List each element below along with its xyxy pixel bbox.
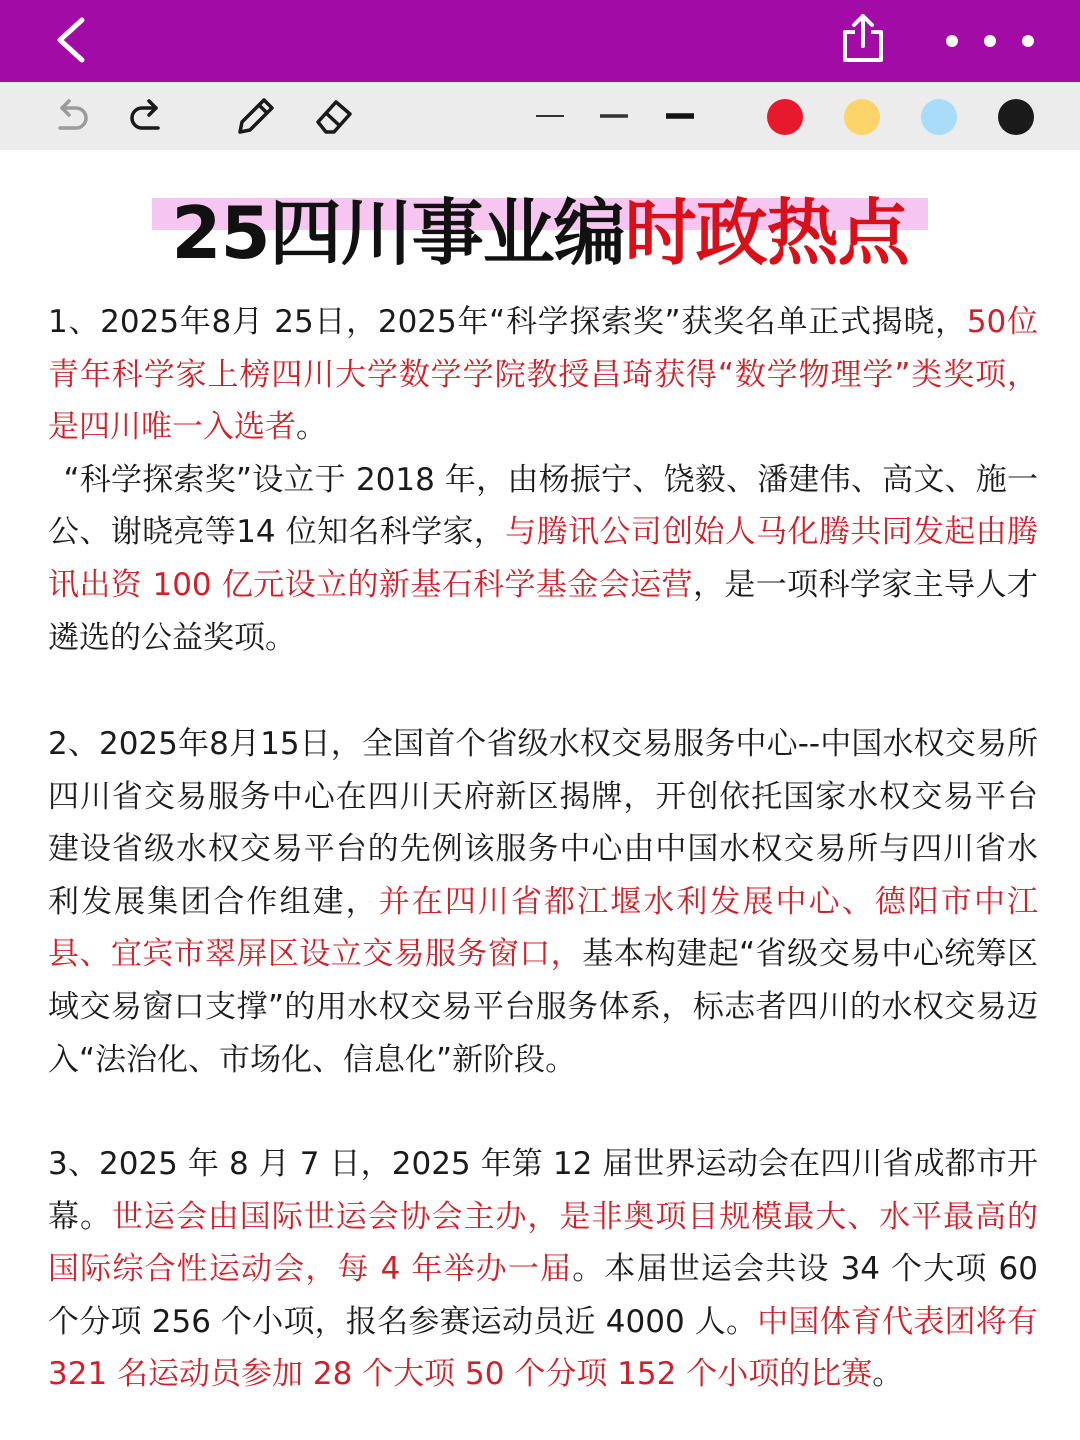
share-icon[interactable] xyxy=(838,10,888,66)
line-width-thin-icon[interactable] xyxy=(534,96,566,136)
app-header xyxy=(0,0,1080,82)
back-arrow-icon[interactable] xyxy=(48,14,96,66)
section-1-para-2 xyxy=(48,454,1038,664)
section-1-para-2-text: “科学探索奖”设立于 2018 年，由杨振宁、饶毅、潘建伟、高文、施一公、谢晓亮等14 位知名科学家， xyxy=(48,461,1038,551)
section-2-text: 2、2025年8月15日，全国首个省级水权交易服务中心--中国水权交易所四川省交易服务中心在四川天府新区揭牌，开创依托国家水权交易平台建设省级水权交易平台的先例该服务中心由中国水权交易所与四川省水利发展集团合作组建， xyxy=(48,726,1038,920)
line-width-thick-icon[interactable] xyxy=(664,96,696,136)
section-2 xyxy=(48,718,1038,1086)
section-1-para-2-text-end: ，是一项科学家主导人才遴选的公益奖项。 xyxy=(48,566,1038,656)
color-red-swatch[interactable] xyxy=(767,99,803,135)
pencil-icon[interactable] xyxy=(232,96,278,136)
section-1-para-1 xyxy=(48,296,1038,454)
section-1-text: 1、2025年8月 25日，2025年“科学探索奖”获奖名单正式揭晓， xyxy=(48,304,967,340)
more-icon[interactable] xyxy=(938,26,1042,56)
section-3 xyxy=(48,1138,1038,1401)
title-container xyxy=(0,188,1080,278)
drawing-toolbar xyxy=(0,82,1080,150)
undo-icon[interactable] xyxy=(50,96,92,136)
color-black-swatch[interactable] xyxy=(998,99,1034,135)
color-yellow-swatch[interactable] xyxy=(844,99,880,135)
section-3-text: 3、2025 年 8 月 7 日，2025 年第 12 届世界运动会在四川省成都市开幕。 xyxy=(48,1146,1038,1235)
section-3-text-end: 。 xyxy=(872,1356,904,1393)
section-3-text-middle: 。本届世运会共设 34 个大项 60 个分项 256 个小项，报名参赛运动员近 4000 人。 xyxy=(48,1251,1038,1340)
page-title xyxy=(171,188,908,278)
section-3-highlight-2: 中国体育代表团将有 321 名运动员参加 28 个大项 50 个分项 152 个小项的比赛 xyxy=(48,1303,1038,1393)
line-width-medium-icon[interactable] xyxy=(598,96,630,136)
color-blue-swatch[interactable] xyxy=(921,99,957,135)
section-1 xyxy=(48,296,1038,664)
eraser-icon[interactable] xyxy=(310,96,358,136)
section-1-para-2-highlight: 与腾讯公司创始人马化腾共同发起由腾讯出资 100 亿元设立的新基石科学基金会运营 xyxy=(48,514,1038,603)
title-red-part: 时政热点 xyxy=(624,191,909,275)
section-2-text-end: 基本构建起“省级交易中心统筹区域交易窗口支撑”的用水权交易平台服务体系，标志者四川的水权交易迈入“法治化、市场化、信息化”新阶段。 xyxy=(48,936,1038,1078)
section-1-text-end: 。 xyxy=(296,409,327,446)
section-1-highlight: 50位青年科学家上榜四川大学数学学院教授昌琦获得“数学物理学”类奖项，是四川唯一入选者 xyxy=(48,304,1038,446)
note-content xyxy=(0,150,1080,1440)
title-black-part: 25四川事业编 xyxy=(171,191,625,275)
redo-icon[interactable] xyxy=(126,96,168,136)
section-2-highlight: 并在四川省都江堰水利发展中心、德阳市中江县、宜宾市翠屏区设立交易服务窗口， xyxy=(48,883,1039,973)
section-3-highlight-1: 世运会由国际世运会协会主办，是非奥项目规模最大、水平最高的国际综合性运动会，每 4 年举办一届 xyxy=(48,1198,1039,1288)
